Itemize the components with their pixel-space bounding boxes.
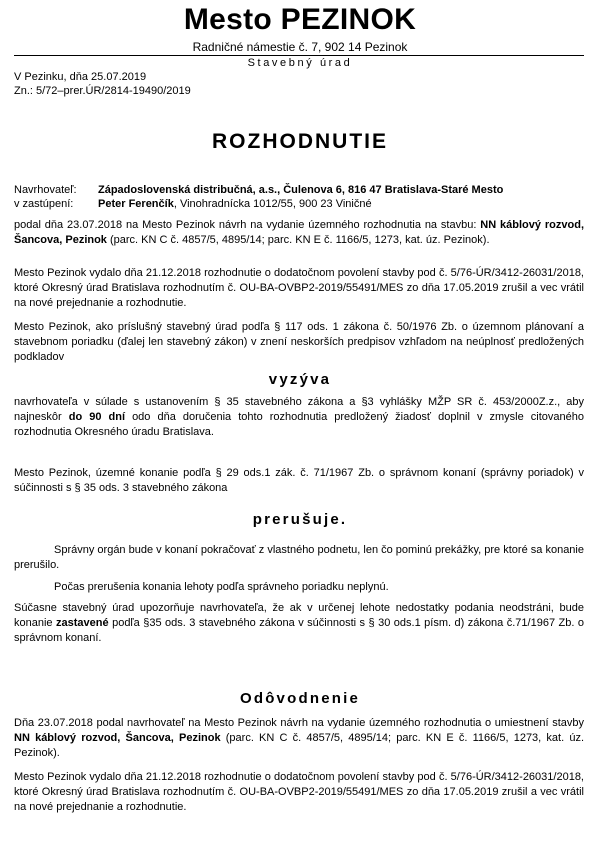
city-title: Mesto PEZINOK — [183, 3, 417, 36]
representative-name: Peter Ferenčík — [98, 198, 174, 210]
representative-row — [14, 197, 584, 211]
applicant-label: Navrhovateľ: — [14, 184, 77, 196]
project-name-reasoning: NN káblový rozvod, Šancova, Pezinok — [14, 732, 221, 744]
stopped-word: zastavené — [56, 617, 109, 629]
paragraph-deadlines: Počas prerušenia konania lehoty podľa správneho poriadku neplynú. — [54, 581, 389, 593]
representative-label: v zastúpení: — [14, 198, 74, 210]
paragraph-reasoning: Dňa 23.07.2018 podal navrhovateľ na Mesto Pezinok návrh na vydanie územného rozhodnutia o umiestnení stavby NN káblový rozvod, Šancova, Pezinok (parc. KN C č. 4857/5, 4895/14; parc. KN E č. 1166/5, 1273, kat. úz. Pezinok). — [14, 717, 584, 759]
applicant-value: Západoslovenská distribučná, a.s., Čulenova 6, 816 47 Bratislava-Staré Mesto — [98, 184, 504, 196]
paragraph-application: podal dňa 23.07.2018 na Mesto Pezinok návrh na vydanie územného rozhodnutia na stavbu: NN káblový rozvod, Šancova, Pezinok (parc. KN C č. 4857/5, 4895/14; parc. KN E č. 1166/5, 1273, kat. úz. Pezinok). — [14, 219, 585, 246]
representative-address: , Vinohradnícka 1012/55, 900 23 Viničné — [173, 198, 372, 210]
paragraph-warning: Súčasne stavebný úrad upozorňuje navrhovateľa, že ak v určenej lehote nedostatky podania neodstráni, bude konanie zastavené podľa §35 ods. 3 stavebného zákona v súčinnosti s § 30 ods.1 písm. d) zákona č.71/1967 Zb. o správnom konaní. — [14, 602, 585, 644]
paragraph-reasoning-decision: Mesto Pezinok vydalo dňa 21.12.2018 rozhodnutie o dodatočnom povolení stavby pod č. 5/76-ÚR/3412-26031/2018, ktoré Okresný úrad Bratislava rozhodnutím č. OU-BA-OVBP2-2019/55491/MES zo dňa 17.05.2019 zrušil a vec vrátil na nové prejednanie a rozhodnutie. — [14, 771, 584, 813]
paragraph-previous-decision: Mesto Pezinok vydalo dňa 21.12.2018 rozhodnutie o dodatočnom povolení stavby pod č. 5/76-ÚR/3412-26031/2018, ktoré Okresný úrad Bratislava rozhodnutím č. OU-BA-OVBP2-2019/55491/MES zo dňa 17.05.2019 zrušil a vec vrátil na nové prejednanie a rozhodnutie. — [14, 267, 584, 309]
heading-odovodnenie: Odôvodnenie — [239, 690, 361, 707]
parties-block — [14, 183, 584, 211]
heading-vyzyva: vyzýva — [268, 371, 332, 388]
date-line: V Pezinku, dňa 25.07.2019 — [14, 71, 147, 83]
project-name: NN káblový rozvod, Šancova, Pezinok — [14, 219, 585, 246]
document-meta — [14, 70, 191, 98]
paragraph-authority: Mesto Pezinok, ako príslušný stavebný úrad podľa § 117 ods. 1 zákona č. 50/1976 Zb. o územnom plánovaní a stavebnom poriadku (ďalej len stavebný zákon) v znení neskorších predpisov vzhľadom na neúplnosť predložených podkladov — [14, 321, 584, 363]
city-address: Radničné námestie č. 7, 902 14 Pezinok — [192, 40, 408, 54]
reference-number: Zn.: 5/72–prer.ÚR/2814-19490/2019 — [14, 85, 191, 97]
paragraph-proceedings: Mesto Pezinok, územné konanie podľa § 29 ods.1 zák. č. 71/1967 Zb. o správnom konaní (správny poriadok) v súčinnosti s § 35 ods. 3 stavebného zákona — [14, 467, 584, 494]
office-name: Stavebný úrad — [247, 57, 353, 69]
paragraph-continuation: Správny orgán bude v konaní pokračovať z vlastného podnetu, len čo pominú prekážky, pre ktoré sa konanie prerušilo. — [14, 544, 584, 571]
paragraph-request: navrhovateľa v súlade s ustanovením § 35 stavebného zákona a §3 vyhlášky MŽP SR č. 453/2000Z.z., aby najneskôr do 90 dní odo dňa doručenia tohto rozhodnutia predložený žiadosť doplnil v zmysle citovaného rozhodnutia Okresného úradu Bratislava. — [14, 396, 584, 438]
applicant-row — [14, 183, 584, 197]
document-title: ROZHODNUTIE — [212, 130, 388, 153]
heading-prerusuje: prerušuje. — [252, 511, 348, 528]
deadline: do 90 dní — [68, 411, 126, 423]
header-divider — [14, 55, 584, 56]
